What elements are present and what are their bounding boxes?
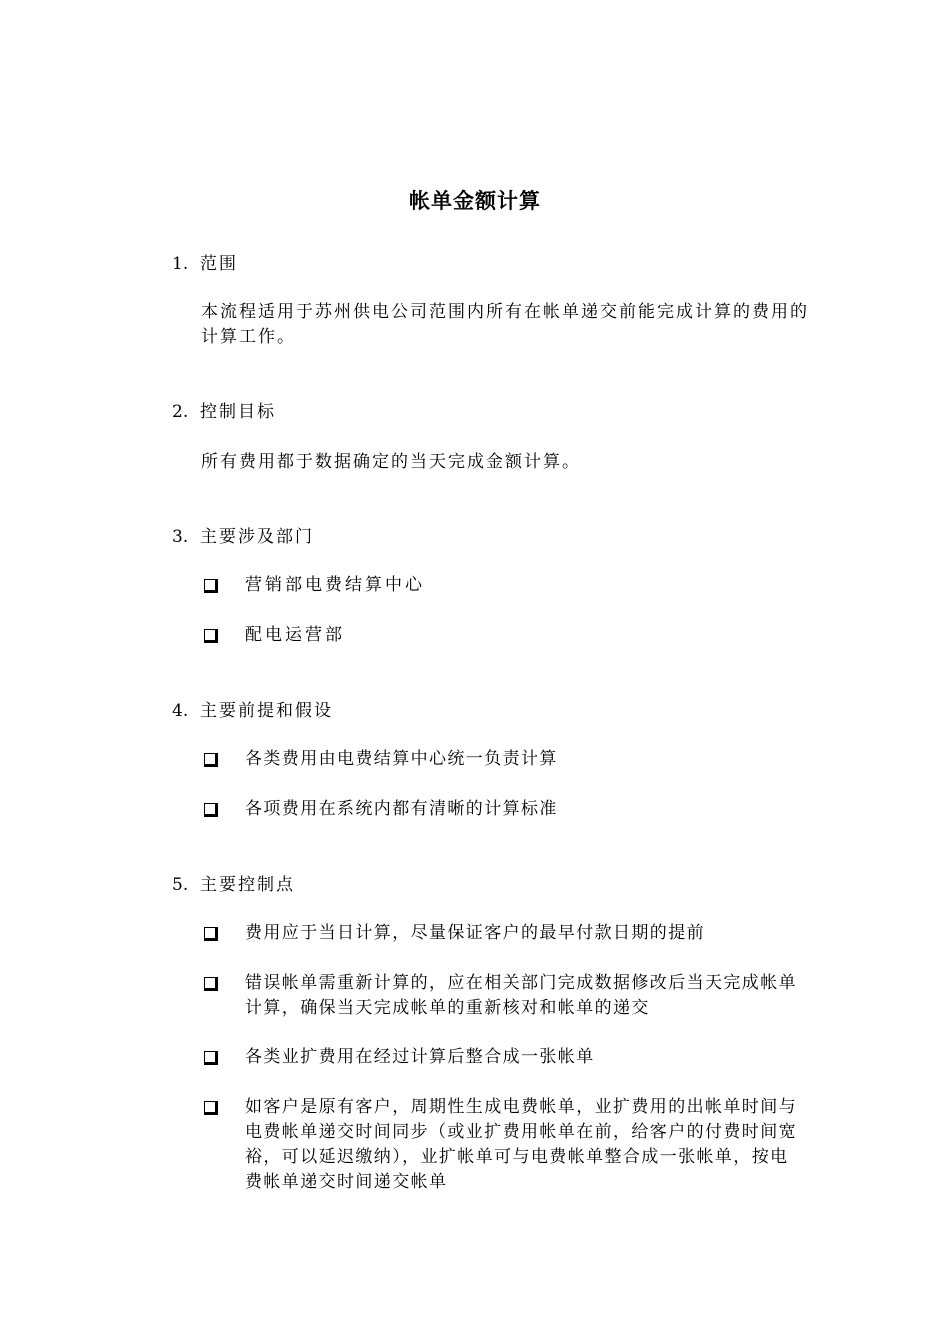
section-number: 5. xyxy=(172,875,189,895)
list-item xyxy=(204,921,804,946)
list-item xyxy=(204,797,804,822)
checkbox-bullet-icon xyxy=(204,927,218,941)
section-title: 范围 xyxy=(200,254,238,274)
checkbox-bullet-icon xyxy=(204,1051,218,1065)
document-title: 帐单金额计算 xyxy=(409,189,541,213)
section-5-heading xyxy=(172,872,295,898)
checkbox-bullet-icon xyxy=(204,579,218,593)
checkbox-bullet-icon xyxy=(204,1101,218,1115)
list-item xyxy=(204,623,804,648)
list-item-text: 配电运营部 xyxy=(245,625,345,645)
list-item-text: 各项费用在系统内都有清晰的计算标准 xyxy=(245,799,558,819)
section-number: 4. xyxy=(172,701,189,721)
section-4-heading xyxy=(172,698,333,724)
section-number: 3. xyxy=(172,527,189,547)
section-title: 主要控制点 xyxy=(200,875,295,895)
section-3-heading xyxy=(172,524,314,550)
section-2-heading xyxy=(172,399,276,425)
list-item-text: 各类业扩费用在经过计算后整合成一张帐单 xyxy=(245,1047,595,1067)
list-item-text: 如客户是原有客户，周期性生成电费帐单，业扩费用的出帐单时间与电费帐单递交时间同步（或业扩费用帐单在前，给客户的付费时间宽裕，可以延迟缴纳），业扩帐单可与电费帐单整合成一张帐单，按电费帐单递交时间递交帐单 xyxy=(245,1097,797,1192)
list-item xyxy=(204,1045,804,1070)
section-title: 主要前提和假设 xyxy=(200,701,333,721)
list-item-text: 营销部电费结算中心 xyxy=(245,575,425,595)
list-item xyxy=(204,573,804,598)
list-item xyxy=(204,1095,804,1195)
section-1-paragraph: 本流程适用于苏州供电公司范围内所有在帐单递交前能完成计算的费用的计算工作。 xyxy=(201,302,809,347)
section-number: 2. xyxy=(172,402,189,422)
checkbox-bullet-icon xyxy=(204,753,218,767)
section-number: 1. xyxy=(172,254,189,274)
section-title: 主要涉及部门 xyxy=(200,527,314,547)
section-1-heading xyxy=(172,251,238,277)
checkbox-bullet-icon xyxy=(204,803,218,817)
list-item-text: 各类费用由电费结算中心统一负责计算 xyxy=(245,749,558,769)
list-item-text: 错误帐单需重新计算的，应在相关部门完成数据修改后当天完成帐单计算，确保当天完成帐单的重新核对和帐单的递交 xyxy=(245,973,797,1018)
checkbox-bullet-icon xyxy=(204,977,218,991)
list-item-text: 费用应于当日计算，尽量保证客户的最早付款日期的提前 xyxy=(245,923,705,943)
checkbox-bullet-icon xyxy=(204,629,218,643)
section-title: 控制目标 xyxy=(200,402,276,422)
section-2-paragraph: 所有费用都于数据确定的当天完成金额计算。 xyxy=(201,452,581,472)
list-item xyxy=(204,747,804,772)
list-item xyxy=(204,971,804,1021)
